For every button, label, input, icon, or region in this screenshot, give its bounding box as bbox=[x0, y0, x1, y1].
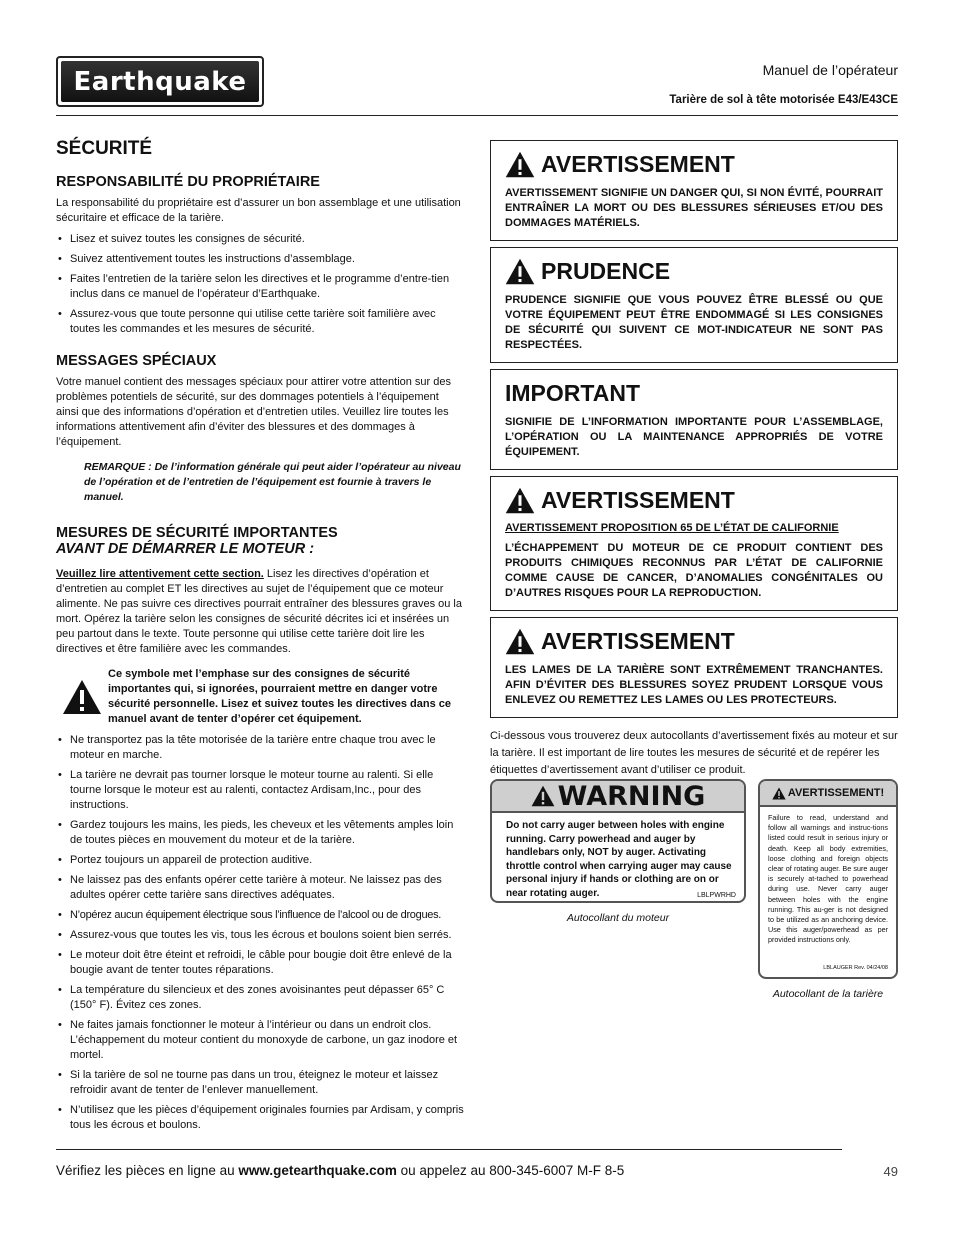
list-item: • Suivez attentivement toutes les instructions d’assemblage. bbox=[56, 252, 464, 267]
engine-decal-caption: Autocollant du moteur bbox=[566, 912, 670, 924]
decal-code: LBLAUGER Rev. 04/24/08 bbox=[823, 965, 888, 971]
list-item: • Gardez toujours les mains, les pieds, les cheveux et les vêtements amples loin de toutes pièces en mouvement du moteur et de la tarière. bbox=[56, 818, 464, 848]
decal-banner bbox=[760, 781, 896, 807]
footer-divider bbox=[56, 1149, 842, 1150]
box-title-text: AVERTISSEMENT bbox=[541, 151, 735, 177]
logo-text: Earthquake bbox=[73, 66, 247, 97]
manual-title: Manuel de l’opérateur bbox=[762, 62, 898, 78]
list-item: • Portez toujours un appareil de protection auditive. bbox=[56, 853, 464, 868]
list-item: • La température du silencieux et des zones avoisinantes peut dépasser 65° C (150° F). Évitez ces zones. bbox=[56, 983, 464, 1013]
warning-triangle-icon bbox=[772, 787, 786, 800]
footer-text bbox=[56, 1163, 624, 1178]
box-title-text: IMPORTANT bbox=[505, 380, 641, 406]
list-item: • Lisez et suivez toutes les consignes de sécurité. bbox=[56, 232, 464, 247]
product-title: Tarière de sol à tête motorisée E43/E43CE bbox=[669, 94, 898, 106]
list-item: • Ne faites jamais fonctionner le moteur à l’intérieur ou dans un endroit clos. L’échappement du moteur contient du monoxyde de carbone, un gaz inodore et mortel. bbox=[56, 1018, 464, 1063]
page-number: 49 bbox=[883, 1164, 898, 1179]
decal-text: Do not carry auger between holes with engine running. Carry powerhead and auger by handlebars only, NOT by auger. Activating throttle control when carrying auger may cause personal injury if hands or clothing are on or near rotating auger. bbox=[506, 820, 732, 899]
box-title-text: AVERTISSEMENT bbox=[541, 487, 735, 513]
footer-post: ou appelez au 800-345-6007 M-F 8-5 bbox=[396, 1163, 625, 1178]
list-item: • La tarière ne devrait pas tourner lorsque le moteur tourne au ralenti. Si elle tourne lorsque le moteur est au ralenti, contactez Ardisam,Inc., pour des instructions. bbox=[56, 768, 464, 813]
list-item: • Le moteur doit être éteint et refroidi, le câble pour bougie doit être enlevé de la bougie avant de tenter toutes réparations. bbox=[56, 948, 464, 978]
warning-triangle-icon bbox=[505, 487, 535, 514]
note-remark: REMARQUE : De l’information générale qui peut aider l’opérateur au niveau de l’opération et de l’entretien de l’équipement est fournie à travers le manuel. bbox=[84, 461, 461, 503]
right-column bbox=[490, 140, 898, 779]
brand-logo bbox=[56, 56, 264, 107]
website-link[interactable]: www.getearthquake.com bbox=[238, 1163, 397, 1178]
warning-box bbox=[490, 140, 898, 241]
decal-banner bbox=[492, 781, 744, 813]
box-body: PRUDENCE SIGNIFIE QUE VOUS POUVEZ ÊTRE BLESSÉ OU QUE VOTRE ÉQUIPEMENT PEUT ÊTRE ENDOMMAGÉ SI LES CONSIGNES DE SÉCURITÉ QUI SUIVENT CE MOT-INDICATEUR NE SONT PAS RESPECTÉES. bbox=[505, 294, 883, 351]
warning-triangle-icon bbox=[505, 258, 535, 285]
box-title-text: AVERTISSEMENT bbox=[541, 628, 735, 654]
msg-body: Votre manuel contient des messages spéciaux pour attirer votre attention sur des problèmes potentiels de sécurité, sur des dommages potentiels à l’équipement ainsi que des informations d’opération et d’entretien utiles. Veuillez lire toutes les informations attentivement afin d’éviter des blessures et des dommages à l’équipement. bbox=[56, 376, 451, 448]
box-subtitle: AVERTISSEMENT PROPOSITION 65 DE L’ÉTAT DE CALIFORNIE bbox=[505, 522, 839, 534]
decal-code: LBLPWRHD bbox=[697, 892, 736, 899]
decal-text: Failure to read, understand and follow all warnings and instruc-tions listed could result in serious injury or death. Keep all body extremities, loose clothing and foreign objects clear of rotating auger. Be sure auger is securely at-tached to powerhead during use. Never carry auger between holes with the engine running. This au-ger is not designed to be utilized as an anchoring device. Use this auger/powerhead as per provided instructions only. bbox=[768, 813, 888, 945]
mesures-heading: MESURES DE SÉCURITÉ IMPORTANTES bbox=[56, 525, 338, 541]
footer-pre: Vérifiez les pièces en ligne au bbox=[56, 1163, 239, 1178]
box-body: AVERTISSEMENT SIGNIFIE UN DANGER QUI, SI NON ÉVITÉ, POURRAIT ENTRAÎNER LA MORT OU DES BLESSURES SÉRIEUSES ET/OU DES DOMMAGES MATÉRIELS. bbox=[505, 187, 883, 229]
blades-warning-box bbox=[490, 617, 898, 718]
left-column bbox=[56, 138, 464, 1138]
list-item: • Ne transportez pas la tête motorisée de la tarière entre chaque trou avec le moteur en marche. bbox=[56, 733, 464, 763]
safety-list bbox=[56, 733, 464, 1133]
warning-triangle-icon bbox=[505, 628, 535, 655]
list-item: • N’utilisez que les pièces d’équipement originales fournies par Ardisam, y compris tous les écrous et boulons. bbox=[56, 1103, 464, 1133]
list-item: • Faites l’entretien de la tarière selon les directives et le programme d’entre-tien inclus dans ce manuel de l’opérateur d’Earthquake. bbox=[56, 272, 464, 302]
box-title bbox=[505, 258, 883, 285]
warning-triangle-icon bbox=[505, 151, 535, 178]
decal-banner-text: WARNING bbox=[557, 780, 706, 812]
list-item: • Ne laissez pas des enfants opérer cette tarière à moteur. Ne laissez pas des adultes opérer cette tarière sans directives adéquates. bbox=[56, 873, 464, 903]
auger-decal-caption: Autocollant de la tarière bbox=[772, 988, 884, 1000]
box-body: SIGNIFIE DE L’INFORMATION IMPORTANTE POUR L’ASSEMBLAGE, L’OPÉRATION OU LA MAINTENANCE APPROPRIÉS DE VOTRE ÉQUIPEMENT. bbox=[505, 416, 883, 458]
symbol-callout bbox=[56, 667, 464, 727]
symbol-text: Ce symbole met l’emphase sur des consignes de sécurité importantes qui, si ignorées, pourraient mettre en danger votre sécurité personnelle. Lisez et suivez toutes les directives dans ce manuel avant de tenter d’opérer cet équipement. bbox=[108, 668, 451, 725]
mesures-subheading: AVANT DE DÉMARRER LE MOTEUR : bbox=[56, 541, 315, 557]
box-title bbox=[505, 151, 883, 178]
msg-heading: MESSAGES SPÉCIAUX bbox=[56, 353, 217, 369]
box-body: LES LAMES DE LA TARIÈRE SONT EXTRÊMEMENT TRANCHANTES. AFIN D’ÉVITER DES BLESSURES SOYEZ PRUDENT LORSQUE VOUS ENLEVEZ OU REMETTEZ LES LAMES OU LES PROTECTEURS. bbox=[505, 664, 883, 706]
warning-triangle-icon bbox=[56, 679, 108, 715]
prop65-box bbox=[490, 476, 898, 611]
warning-triangle-icon bbox=[531, 785, 555, 807]
auger-decal bbox=[758, 779, 898, 979]
decal-banner-text: AVERTISSEMENT! bbox=[787, 787, 885, 799]
mesures-text: Lisez les directives d’opération et d’entretien au complet ET les directives au sujet de l’équipement que ce moteur alimente. Ne pas suivre ces directives pourrait entraîner des blessures graves ou la mort. Opérez la tarière selon les consignes de sécurité décrites ici et insérées un peu partout dans le texte. Toute personne qui utilise cette tarière doit lire les directives et être familière avec les commandes. bbox=[56, 568, 462, 655]
resp-intro: La responsabilité du propriétaire est d’assurer un bon assemblage et une utilisation sécuritaire et efficace de la tarière. bbox=[56, 197, 461, 224]
list-item: • Assurez-vous que toute personne qui utilise cette tarière soit familière avec toutes les commandes et les mesures de sécurité. bbox=[56, 307, 464, 337]
box-title bbox=[505, 628, 883, 655]
mesures-lead: Veuillez lire attentivement cette section. bbox=[56, 568, 264, 580]
box-title bbox=[505, 380, 883, 407]
resp-list bbox=[56, 232, 464, 337]
box-title bbox=[505, 487, 883, 514]
resp-heading: RESPONSABILITÉ DU PROPRIÉTAIRE bbox=[56, 174, 320, 190]
box-body: L’ÉCHAPPEMENT DU MOTEUR DE CE PRODUIT CONTIENT DES PRODUITS CHIMIQUES RECONNUS PAR L’ÉTAT DE CALIFORNIE COMME CAUSE DE CANCER, D’ANOMALIES CONGÉNITALES OU D’AUTRES RISQUES POUR LA REPRODUCTION. bbox=[505, 542, 883, 599]
header-divider bbox=[56, 115, 898, 116]
engine-decal bbox=[490, 779, 746, 903]
mesures-body bbox=[56, 567, 464, 657]
box-title-text: PRUDENCE bbox=[541, 258, 671, 284]
important-box bbox=[490, 369, 898, 470]
caution-box bbox=[490, 247, 898, 363]
decals-intro: Ci-dessous vous trouverez deux autocollants d’avertissement fixés au moteur et sur la tarière. Il est important de lire toutes les mesures de sécurité et de repérer les étiquettes d’avertissement avant d’utiliser ce produit. bbox=[490, 730, 898, 776]
list-item: • Si la tarière de sol ne tourne pas dans un trou, éteignez le moteur et laissez refroidir avant de tenter de l’enlever manuellement. bbox=[56, 1068, 464, 1098]
section-title: SÉCURITÉ bbox=[56, 138, 153, 159]
list-item: • N’opérez aucun équipement électrique sous l’influence de l’alcool ou de drogues. bbox=[56, 908, 464, 923]
list-item: • Assurez-vous que toutes les vis, tous les écrous et boulons soient bien serrés. bbox=[56, 928, 464, 943]
